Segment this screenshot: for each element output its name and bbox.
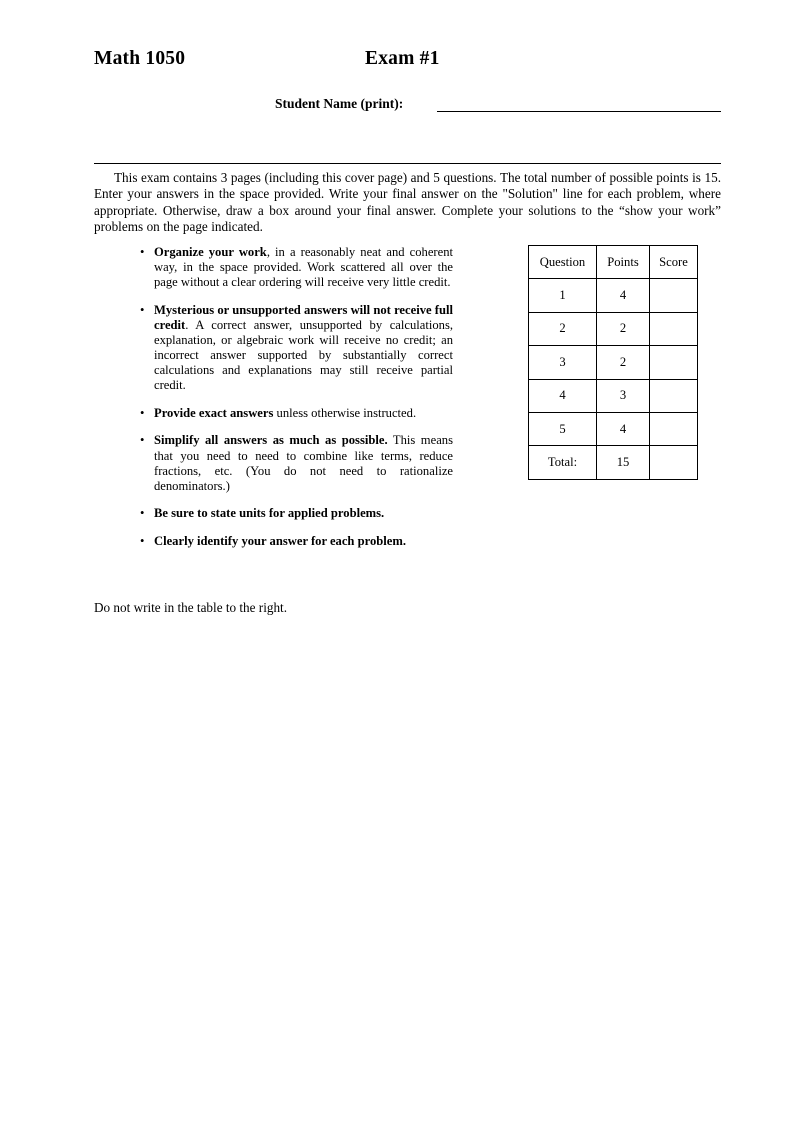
table-header-row — [529, 246, 698, 279]
column-header-score: Score — [650, 246, 698, 279]
score-entry-cell[interactable] — [650, 279, 698, 312]
list-item-emphasis: Organize your work — [154, 245, 267, 259]
question-number: 2 — [529, 312, 597, 345]
list-item-emphasis: Simplify all answers as much as possible. — [154, 433, 388, 448]
list-item — [140, 433, 453, 493]
list-item — [140, 303, 453, 394]
question-points: 4 — [597, 412, 650, 445]
bullet-icon: • — [140, 506, 145, 521]
list-item-text: This means that you need to need to combine like terms, reduce fractions, etc. (You do not need to rationalize denominators.) — [154, 433, 453, 493]
list-item-emphasis: Clearly identify your answer for each problem. — [154, 533, 406, 548]
list-item — [140, 406, 453, 421]
table-row — [529, 379, 698, 412]
score-table — [528, 245, 698, 480]
score-entry-cell[interactable] — [650, 346, 698, 379]
list-item-emphasis: Be sure to state units for applied problems. — [154, 506, 385, 521]
total-points: 15 — [597, 446, 650, 479]
total-label: Total: — [529, 446, 597, 479]
total-score-cell[interactable] — [650, 446, 698, 479]
question-points: 3 — [597, 379, 650, 412]
score-entry-cell[interactable] — [650, 379, 698, 412]
list-item-emphasis: Mysterious or unsupported answers will not receive full credit — [154, 302, 453, 332]
exam-title: Exam #1 — [365, 48, 440, 69]
student-name-row — [94, 96, 721, 116]
list-item-emphasis: Provide exact answers — [154, 405, 274, 420]
course-title: Math 1050 — [94, 48, 186, 69]
table-note: Do not write in the table to the right. — [94, 600, 288, 615]
student-name-label: Student Name (print): — [275, 96, 404, 111]
question-number: 5 — [529, 412, 597, 445]
bullet-icon: • — [140, 433, 145, 448]
list-item — [140, 245, 453, 290]
question-number: 3 — [529, 346, 597, 379]
horizontal-rule — [94, 163, 721, 164]
question-points: 4 — [597, 279, 650, 312]
list-item-text: unless otherwise instructed. — [273, 405, 417, 420]
page-header — [94, 48, 721, 74]
question-points: 2 — [597, 346, 650, 379]
bullet-icon: • — [140, 405, 145, 420]
bullet-icon: • — [140, 533, 145, 548]
student-name-input-line[interactable] — [437, 111, 721, 112]
table-row — [529, 412, 698, 445]
exam-intro-paragraph: This exam contains 3 pages (including this cover page) and 5 questions. The total number of possible points is 15. Enter your answers in the space provided. Write your final answer on the "Solution" line for each problem, where appropriate. Otherwise, draw a box around your final answer. Complete your solutions to the “show your work” problems on the page indicated. — [94, 170, 721, 234]
list-item — [140, 534, 453, 549]
list-item-text: , in a reasonably neat and coherent way, in the space provided. Work scattered all over the page without a clear ordering will receive very little credit. — [154, 245, 453, 290]
bullet-icon: • — [140, 302, 145, 317]
list-item — [140, 506, 453, 521]
score-entry-cell[interactable] — [650, 412, 698, 445]
bullet-icon: • — [140, 245, 145, 259]
score-entry-cell[interactable] — [650, 312, 698, 345]
column-header-points: Points — [597, 246, 650, 279]
column-header-question: Question — [529, 246, 597, 279]
question-number: 1 — [529, 279, 597, 312]
question-number: 4 — [529, 379, 597, 412]
instructions-list — [140, 245, 453, 549]
table-row — [529, 312, 698, 345]
list-item-text: . A correct answer, unsupported by calculations, explanation, or algebraic work will receive no credit; an incorrect answer supported by substantially correct calculations and explanations may still receive partial credit. — [154, 317, 453, 393]
table-total-row — [529, 446, 698, 479]
question-points: 2 — [597, 312, 650, 345]
table-row — [529, 346, 698, 379]
table-row — [529, 279, 698, 312]
